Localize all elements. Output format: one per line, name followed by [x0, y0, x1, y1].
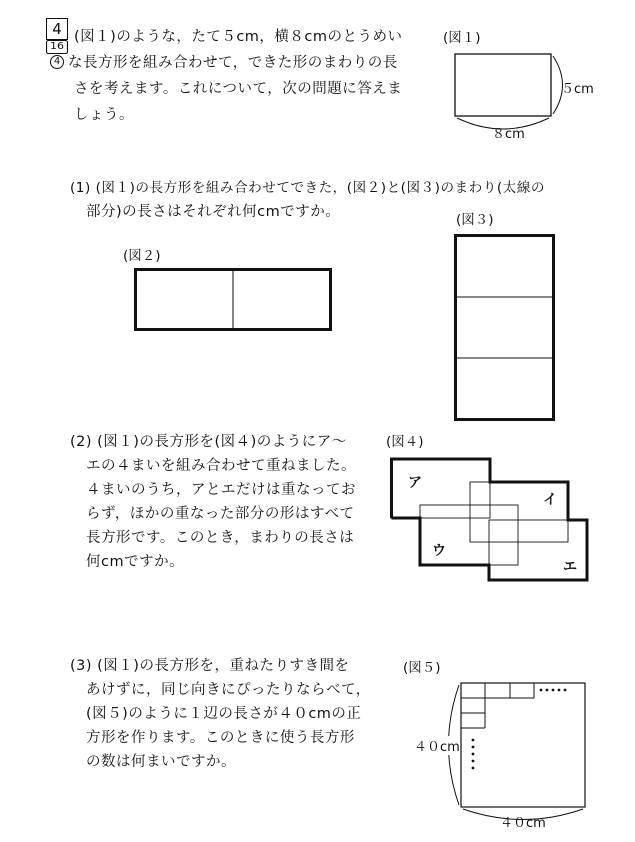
figure3-label: (図３)	[456, 212, 494, 228]
points-top: 16	[46, 40, 68, 54]
label-u: ウ	[432, 543, 446, 559]
label-e: エ	[563, 559, 577, 575]
q2-line: ４まいのうち，アとエだけは重なってお	[86, 482, 356, 498]
points-bottom: 4	[50, 55, 64, 69]
label-i: イ	[543, 492, 557, 508]
q3-line: あけずに，同じ向きにぴったりならべて，	[86, 682, 371, 698]
figure4-label: (図４)	[386, 434, 424, 450]
intro-line: (図１)のような，たて５cm，横８cmのとうめい	[74, 29, 403, 45]
q2-line: らず，ほかの重なった部分の形はすべて	[86, 506, 355, 522]
q1-line: (1) (図１)の長方形を組み合わせてできた，(図２)と(図３)のまわり(太線の	[70, 180, 545, 196]
figure1-label: (図１)	[443, 30, 481, 46]
intro-line: しょう。	[74, 107, 134, 123]
figure5-label: (図５)	[403, 660, 441, 676]
figure5-side-label: ４０cm	[414, 736, 460, 755]
q3-text	[70, 654, 390, 774]
figure5-bottom-label: ４０cm	[500, 816, 546, 831]
figure1-width-label: ８cm	[492, 127, 525, 142]
intro-text	[68, 24, 414, 128]
figure3	[454, 234, 556, 422]
figure5	[440, 680, 590, 820]
label-a: ア	[408, 475, 422, 491]
intro-line: さを考えます。これについて，次の問題に答えま	[74, 81, 403, 97]
q2-line: 長方形です。このとき，まわりの長さは	[86, 530, 355, 546]
q2-line: (2) (図１)の長方形を(図４)のようにア〜	[70, 434, 347, 450]
q2-line: エの４まいを組み合わせて重ねました。	[86, 458, 356, 474]
figure2-label: (図２)	[123, 248, 161, 264]
figure1-height-label: ５cm	[561, 82, 594, 97]
question-number-box: 4	[46, 18, 68, 40]
q1-text	[70, 176, 630, 224]
q3-line: の数は何まいですか。	[86, 754, 236, 770]
q2-text	[70, 430, 390, 574]
q1-line: 部分)の長さはそれぞれ何cmですか。	[86, 204, 341, 220]
points-badge	[44, 40, 70, 69]
q3-line: 方形を作ります。このときに使う長方形	[86, 730, 355, 746]
q3-line: (3) (図１)の長方形を，重ねたりすき間を	[70, 658, 350, 674]
figure2	[134, 268, 334, 332]
q2-line: 何cmですか。	[86, 554, 185, 570]
intro-line: な長方形を組み合わせて，できた形のまわりの長	[68, 55, 398, 71]
q3-line: (図５)のように１辺の長さが４０cmの正	[86, 706, 362, 722]
